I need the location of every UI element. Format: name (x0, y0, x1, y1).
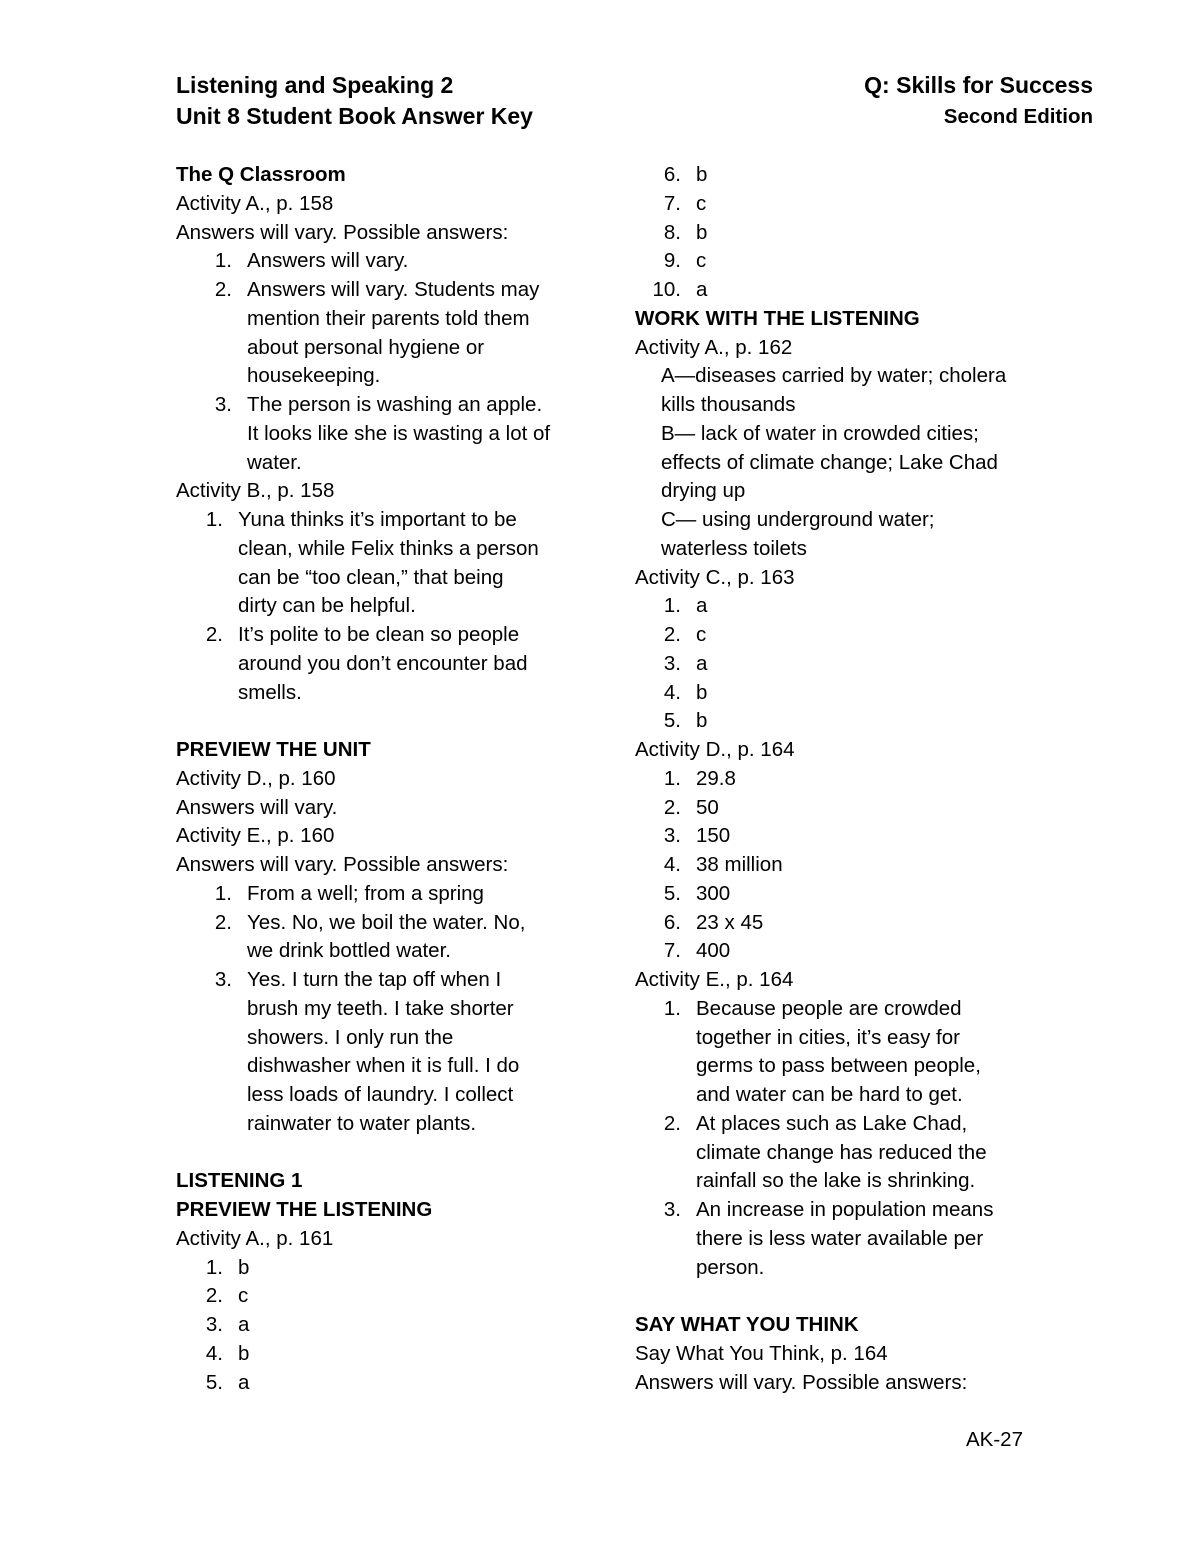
list-item-number: 4. (205, 1341, 223, 1365)
header-series-title: Q: Skills for Success (864, 72, 1093, 98)
list-item (176, 1340, 586, 1369)
list-item (635, 937, 1055, 966)
list-item-text: dirty can be helpful. (238, 594, 416, 618)
section-heading: LISTENING 1 (176, 1169, 303, 1193)
answer-line: effects of climate change; Lake Chad (661, 450, 998, 474)
list-item (635, 822, 1055, 851)
list-item (635, 247, 1055, 276)
header-book-title: Listening and Speaking 2 (176, 72, 454, 98)
list-item-text: water. (247, 450, 302, 474)
text-line: Activity D., p. 164 (635, 738, 795, 761)
list-item-number: 4. (663, 853, 681, 876)
list-item-text: there is less water available per (696, 1226, 984, 1250)
list-item (635, 995, 1055, 1110)
left-column (176, 161, 586, 1397)
list-item-number: 2. (214, 278, 232, 301)
list-item-number: 2. (205, 623, 223, 646)
list-item-number: 1. (205, 1255, 223, 1279)
section-heading: SAY WHAT YOU THINK (635, 1313, 859, 1336)
list-item-text: Because people are crowded (696, 996, 962, 1020)
list-item-number: 1. (663, 766, 681, 790)
list-item (635, 219, 1055, 248)
list-item-number: 3. (214, 968, 232, 991)
list-item-text: smells. (238, 680, 302, 704)
list-item-text: 29.8 (696, 766, 736, 790)
list-item-text: It’s polite to be clean so people (238, 623, 520, 646)
list-item (176, 276, 586, 391)
list-item-number: 7. (663, 191, 681, 215)
list-item (635, 851, 1055, 880)
text-line: Answers will vary. Possible answers: (176, 220, 509, 244)
list-item-number: 8. (663, 220, 681, 244)
list-item-text: person. (696, 1255, 765, 1279)
list-item-number: 2. (214, 910, 232, 934)
list-item-number: 10. (652, 278, 681, 301)
list-item-text: 400 (696, 939, 731, 963)
list-item (635, 276, 1055, 305)
list-item-text: 150 (696, 824, 731, 848)
list-item (635, 650, 1055, 679)
list-item-text: b (696, 163, 708, 186)
list-item (635, 765, 1055, 794)
list-item-number: 9. (663, 249, 681, 273)
list-item-text: 50 (696, 795, 719, 819)
list-item (635, 679, 1055, 708)
list-item-text: Yes. I turn the tap off when I (247, 968, 502, 991)
text-line: Answers will vary. (176, 795, 338, 819)
list-item (635, 880, 1055, 909)
spacer (176, 1139, 586, 1168)
list-item-text: Yuna thinks it’s important to be (238, 508, 517, 531)
list-item-text: mention their parents told them (247, 306, 530, 330)
list-item-text: 300 (696, 881, 731, 905)
list-item-text: brush my teeth. I take shorter (247, 996, 514, 1020)
list-item-text: At places such as Lake Chad, (696, 1111, 968, 1135)
list-item (176, 391, 586, 477)
text-line: Activity A., p. 161 (176, 1226, 334, 1250)
list-item-number: 1. (663, 996, 681, 1020)
section-heading: PREVIEW THE LISTENING (176, 1198, 433, 1221)
list-item-text: less loads of laundry. I collect (247, 1083, 514, 1106)
list-item (635, 1110, 1055, 1196)
list-item-text: c (696, 623, 707, 646)
spacer (635, 1282, 1055, 1311)
list-item-text: c (696, 249, 707, 273)
list-item (635, 794, 1055, 823)
list-item-text: we drink bottled water. (247, 939, 451, 963)
list-item-number: 3. (663, 1198, 681, 1221)
list-item (176, 1369, 586, 1398)
list-item (176, 506, 586, 621)
list-item-text: b (696, 220, 708, 244)
list-item (176, 966, 586, 1139)
list-item-number: 6. (663, 910, 681, 934)
list-item-text: An increase in population means (696, 1198, 994, 1221)
list-item (176, 621, 586, 707)
answer-line: C— using underground water; (661, 508, 935, 531)
list-item (176, 247, 586, 276)
list-item-text: clean, while Felix thinks a person (238, 536, 539, 560)
list-item-text: a (238, 1313, 250, 1336)
list-item-text: climate change has reduced the (696, 1140, 987, 1164)
text-line: Activity A., p. 162 (635, 335, 793, 359)
answer-line: B— lack of water in crowded cities; (661, 421, 979, 445)
answer-line: drying up (661, 479, 746, 503)
list-item-text: rainwater to water plants. (247, 1111, 477, 1135)
list-item-text: b (696, 680, 708, 704)
list-item (635, 161, 1055, 190)
right-column (635, 161, 1055, 1397)
list-item-number: 4. (663, 680, 681, 704)
text-line: Activity E., p. 164 (635, 968, 794, 991)
text-line: Activity D., p. 160 (176, 766, 336, 790)
list-item-number: 2. (205, 1284, 223, 1308)
list-item (635, 909, 1055, 938)
list-item-text: showers. I only run the (247, 1025, 454, 1049)
answer-line: waterless toilets (661, 536, 807, 560)
list-item-number: 7. (663, 939, 681, 963)
list-item-number: 1. (214, 249, 232, 273)
list-item-text: around you don’t encounter bad (238, 651, 528, 675)
list-item-text: b (238, 1255, 250, 1279)
list-item-number: 2. (663, 623, 681, 646)
list-item (635, 621, 1055, 650)
text-line: Answers will vary. Possible answers: (176, 853, 509, 876)
list-item-text: housekeeping. (247, 364, 381, 388)
page-number: AK-27 (966, 1428, 1023, 1451)
list-item-number: 5. (663, 881, 681, 905)
list-item-number: 3. (663, 824, 681, 848)
list-item-text: Yes. No, we boil the water. No, (247, 910, 526, 934)
list-item-text: It looks like she is wasting a lot of (247, 421, 551, 445)
list-item-text: 38 million (696, 853, 783, 876)
spacer (176, 707, 586, 736)
header-unit-title: Unit 8 Student Book Answer Key (176, 103, 533, 129)
list-item (176, 1311, 586, 1340)
list-item (635, 190, 1055, 219)
list-item-text: a (696, 651, 708, 675)
list-item (635, 707, 1055, 736)
list-item-text: a (696, 278, 708, 301)
list-item-number: 5. (205, 1370, 223, 1394)
list-item-number: 6. (663, 163, 681, 186)
list-item-text: b (696, 709, 708, 733)
list-item-number: 1. (205, 508, 223, 531)
list-item-number: 3. (205, 1313, 223, 1336)
list-item (635, 592, 1055, 621)
list-item-text: Answers will vary. (247, 249, 409, 273)
list-item-text: dishwasher when it is full. I do (247, 1054, 520, 1078)
list-item-text: c (696, 191, 707, 215)
text-line: Activity A., p. 158 (176, 191, 334, 215)
list-item-number: 5. (663, 709, 681, 733)
list-item-text: together in cities, it’s easy for (696, 1025, 960, 1049)
list-item-text: a (696, 594, 708, 618)
text-line: Activity C., p. 163 (635, 565, 795, 589)
list-item-number: 2. (663, 795, 681, 819)
list-item (176, 880, 586, 909)
list-item-text: germs to pass between people, (696, 1054, 981, 1078)
answer-line: A—diseases carried by water; cholera (661, 364, 1007, 388)
list-item-text: rainfall so the lake is shrinking. (696, 1169, 976, 1193)
list-item-text: can be “too clean,” that being (238, 565, 504, 589)
list-item-text: 23 x 45 (696, 910, 764, 934)
list-item (176, 1282, 586, 1311)
list-item-number: 1. (663, 594, 681, 618)
section-heading: PREVIEW THE UNIT (176, 738, 371, 761)
list-item-text: a (238, 1370, 250, 1394)
section-heading: WORK WITH THE LISTENING (635, 306, 920, 330)
text-line: Activity B., p. 158 (176, 479, 335, 503)
text-line: Answers will vary. Possible answers: (635, 1370, 968, 1394)
list-item (176, 909, 586, 967)
header-edition: Second Edition (943, 105, 1093, 128)
list-item-text: The person is washing an apple. (247, 393, 543, 416)
list-item-text: c (238, 1284, 249, 1308)
text-line: Activity E., p. 160 (176, 824, 335, 848)
list-item-text: and water can be hard to get. (696, 1083, 963, 1106)
answer-line: kills thousands (661, 393, 796, 416)
list-item-text: b (238, 1341, 250, 1365)
list-item-text: about personal hygiene or (247, 335, 485, 359)
list-item (176, 1254, 586, 1283)
list-item-number: 2. (663, 1111, 681, 1135)
list-item-text: From a well; from a spring (247, 881, 484, 905)
list-item-number: 1. (214, 881, 232, 905)
section-heading: The Q Classroom (176, 163, 346, 186)
list-item (635, 1196, 1055, 1282)
list-item-number: 3. (214, 393, 232, 416)
list-item-text: Answers will vary. Students may (247, 278, 540, 301)
text-line: Say What You Think, p. 164 (635, 1341, 888, 1365)
list-item-number: 3. (663, 651, 681, 675)
